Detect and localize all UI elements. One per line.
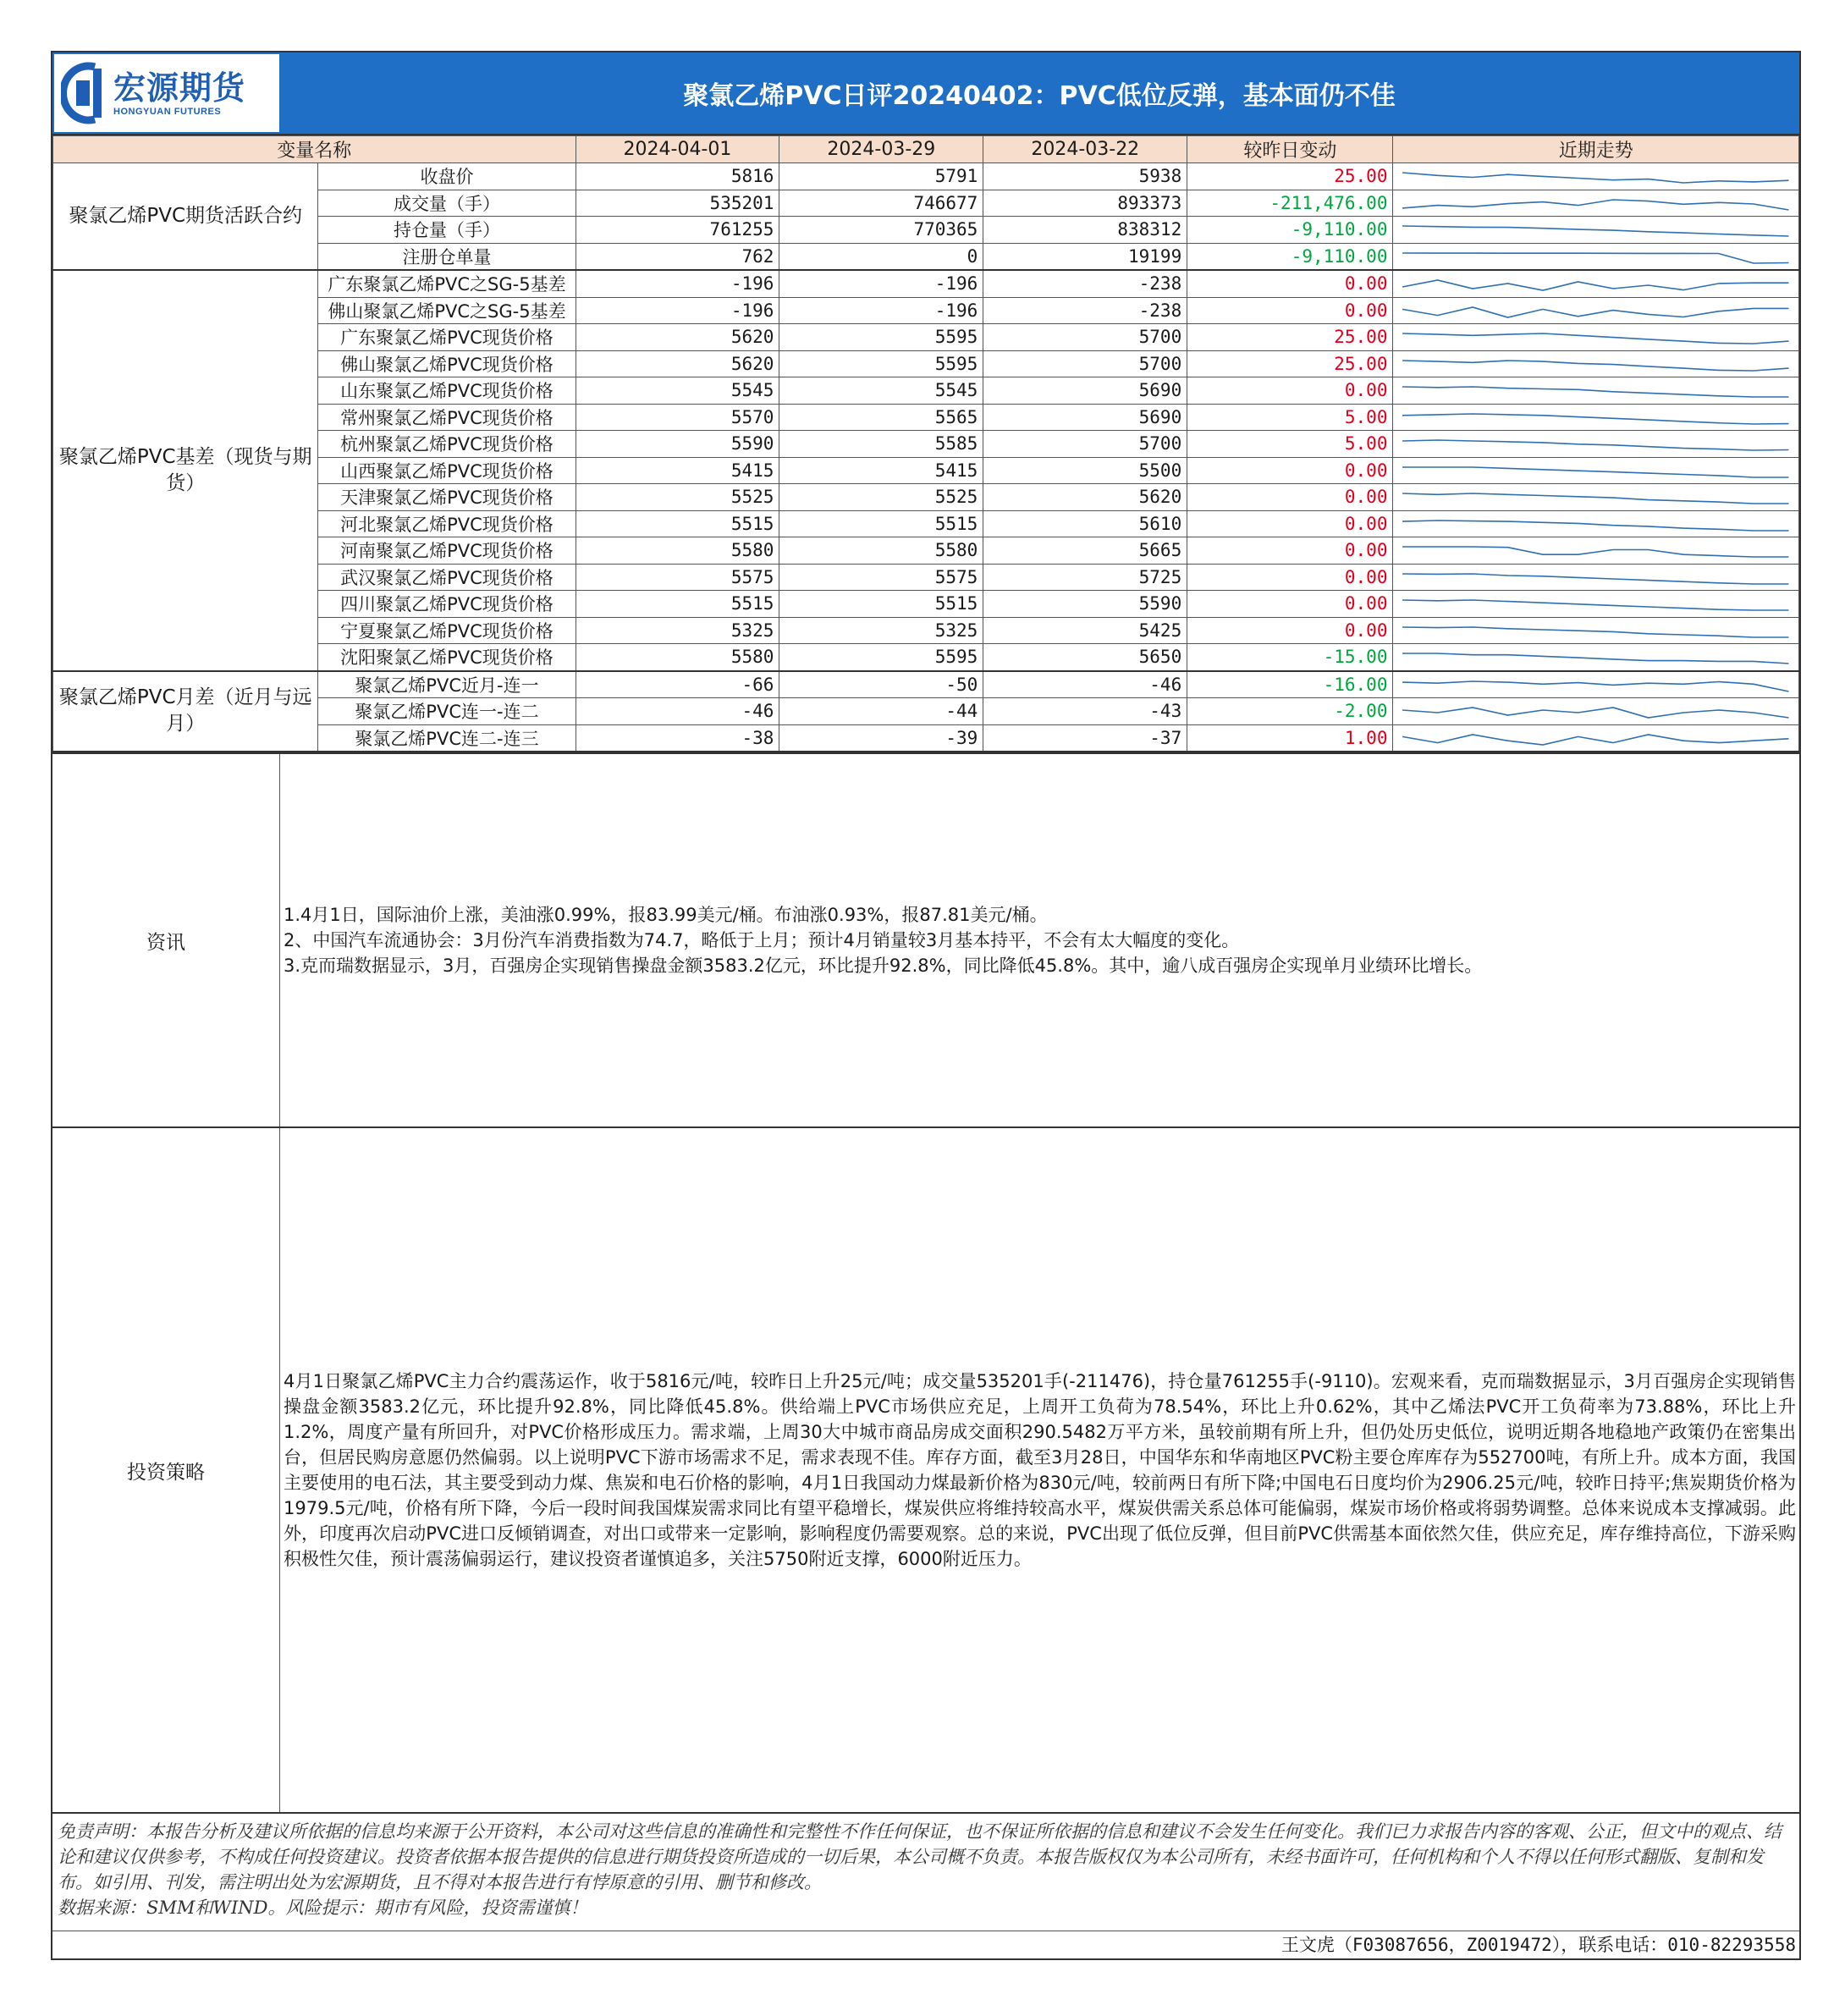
value-cell: -39 bbox=[779, 724, 983, 752]
variable-name: 四川聚氯乙烯PVC现货价格 bbox=[318, 591, 576, 618]
variable-name: 注册仓单量 bbox=[318, 243, 576, 270]
value-cell: 893373 bbox=[983, 190, 1187, 217]
value-cell: 5700 bbox=[983, 324, 1187, 351]
trend-sparkline bbox=[1393, 190, 1799, 217]
change-cell: 0.00 bbox=[1187, 564, 1393, 591]
sparkline-series bbox=[1403, 600, 1789, 610]
value-cell: 5700 bbox=[983, 431, 1187, 458]
value-cell: 5620 bbox=[983, 484, 1187, 511]
report-title: 聚氯乙烯PVC日评20240402：PVC低位反弹，基本面仍不佳 bbox=[683, 81, 1396, 111]
table-header-row bbox=[53, 136, 1799, 163]
trend-sparkline bbox=[1393, 591, 1799, 618]
variable-name: 常州聚氯乙烯PVC现货价格 bbox=[318, 404, 576, 431]
column-header: 2024-03-29 bbox=[779, 136, 983, 163]
change-cell: 0.00 bbox=[1187, 484, 1393, 511]
column-header: 2024-03-22 bbox=[983, 136, 1187, 163]
value-cell: 5700 bbox=[983, 350, 1187, 377]
value-cell: -46 bbox=[983, 671, 1187, 698]
value-cell: 5515 bbox=[576, 591, 779, 618]
news-label: 资讯 bbox=[52, 754, 280, 1126]
disclaimer bbox=[52, 1812, 1799, 1931]
value-cell: -37 bbox=[983, 724, 1187, 752]
strategy-label: 投资策略 bbox=[52, 1128, 280, 1812]
table-row bbox=[53, 671, 1799, 698]
variable-name: 聚氯乙烯PVC近月-连一 bbox=[318, 671, 576, 698]
value-cell: -66 bbox=[576, 671, 779, 698]
value-cell: 5545 bbox=[779, 377, 983, 405]
trend-sparkline bbox=[1393, 644, 1799, 671]
trend-sparkline bbox=[1393, 217, 1799, 244]
report-header bbox=[52, 52, 1799, 135]
change-cell: 0.00 bbox=[1187, 591, 1393, 618]
change-cell: 1.00 bbox=[1187, 724, 1393, 752]
trend-sparkline bbox=[1393, 698, 1799, 725]
sparkline-series bbox=[1403, 200, 1789, 210]
change-cell: 0.00 bbox=[1187, 537, 1393, 565]
value-cell: 761255 bbox=[576, 217, 779, 244]
value-cell: 5585 bbox=[779, 431, 983, 458]
value-cell: -238 bbox=[983, 297, 1187, 324]
trend-sparkline bbox=[1393, 297, 1799, 324]
value-cell: 5515 bbox=[779, 591, 983, 618]
data-table bbox=[52, 135, 1799, 752]
column-header: 近期走势 bbox=[1393, 136, 1799, 163]
sparkline-series bbox=[1403, 735, 1789, 745]
value-cell: 5415 bbox=[576, 457, 779, 484]
change-cell: -2.00 bbox=[1187, 698, 1393, 725]
sparkline-series bbox=[1403, 361, 1789, 371]
analyst-contact: 王文虎（F03087656，Z0019472），联系电话：010-82293558 bbox=[52, 1931, 1799, 1958]
value-cell: 5425 bbox=[983, 617, 1187, 644]
value-cell: 5650 bbox=[983, 644, 1187, 671]
group-label: 聚氯乙烯PVC月差（近月与远月） bbox=[53, 671, 318, 752]
variable-name: 广东聚氯乙烯PVC之SG-5基差 bbox=[318, 270, 576, 297]
variable-name: 武汉聚氯乙烯PVC现货价格 bbox=[318, 564, 576, 591]
trend-sparkline bbox=[1393, 671, 1799, 698]
value-cell: 762 bbox=[576, 243, 779, 270]
value-cell: -38 bbox=[576, 724, 779, 752]
value-cell: 5545 bbox=[576, 377, 779, 405]
value-cell: 5515 bbox=[779, 510, 983, 537]
logo-english-name: HONGYUAN FUTURES bbox=[113, 107, 222, 117]
column-header: 较昨日变动 bbox=[1187, 136, 1393, 163]
sparkline-series bbox=[1403, 307, 1789, 317]
value-cell: 770365 bbox=[779, 217, 983, 244]
group-label: 聚氯乙烯PVC基差（现货与期货） bbox=[53, 270, 318, 671]
value-cell: 5415 bbox=[779, 457, 983, 484]
sparkline-series bbox=[1403, 387, 1789, 397]
sparkline-series bbox=[1403, 173, 1789, 183]
sparkline-series bbox=[1403, 440, 1789, 450]
trend-sparkline bbox=[1393, 617, 1799, 644]
variable-name: 山东聚氯乙烯PVC现货价格 bbox=[318, 377, 576, 405]
news-section bbox=[52, 752, 1799, 1126]
value-cell: 5595 bbox=[779, 324, 983, 351]
group-label: 聚氯乙烯PVC期货活跃合约 bbox=[53, 163, 318, 271]
trend-sparkline bbox=[1393, 350, 1799, 377]
company-logo bbox=[54, 54, 279, 132]
news-item: 3.克而瑞数据显示，3月，百强房企实现销售操盘金额3583.2亿元，环比提升92.8%，同比降低45.8%。其中，逾八成百强房企实现单月业绩环比增长。 bbox=[284, 956, 1483, 976]
column-header: 2024-04-01 bbox=[576, 136, 779, 163]
report-sheet bbox=[51, 51, 1801, 1960]
variable-name: 聚氯乙烯PVC连二-连三 bbox=[318, 724, 576, 752]
change-cell: -16.00 bbox=[1187, 671, 1393, 698]
variable-name: 佛山聚氯乙烯PVC现货价格 bbox=[318, 350, 576, 377]
sparkline-series bbox=[1403, 681, 1789, 691]
value-cell: 5500 bbox=[983, 457, 1187, 484]
value-cell: 5791 bbox=[779, 163, 983, 190]
change-cell: 25.00 bbox=[1187, 324, 1393, 351]
value-cell: 5575 bbox=[576, 564, 779, 591]
value-cell: 5580 bbox=[576, 537, 779, 565]
table-row bbox=[53, 163, 1799, 190]
trend-sparkline bbox=[1393, 431, 1799, 458]
table-row bbox=[53, 270, 1799, 297]
change-cell: 5.00 bbox=[1187, 431, 1393, 458]
change-cell: -15.00 bbox=[1187, 644, 1393, 671]
value-cell: 5595 bbox=[779, 350, 983, 377]
change-cell: 0.00 bbox=[1187, 457, 1393, 484]
value-cell: 5580 bbox=[576, 644, 779, 671]
variable-name: 广东聚氯乙烯PVC现货价格 bbox=[318, 324, 576, 351]
variable-name: 聚氯乙烯PVC连一-连二 bbox=[318, 698, 576, 725]
sparkline-series bbox=[1403, 493, 1789, 504]
trend-sparkline bbox=[1393, 537, 1799, 565]
value-cell: 5325 bbox=[779, 617, 983, 644]
value-cell: 5690 bbox=[983, 404, 1187, 431]
news-item: 2、中国汽车流通协会：3月份汽车消费指数为74.7，略低于上月；预计4月销量较3月基本持平，不会有太大幅度的变化。 bbox=[284, 930, 1240, 950]
value-cell: 5620 bbox=[576, 324, 779, 351]
value-cell: -196 bbox=[576, 297, 779, 324]
value-cell: 5570 bbox=[576, 404, 779, 431]
value-cell: 535201 bbox=[576, 190, 779, 217]
value-cell: -238 bbox=[983, 270, 1187, 297]
variable-name: 天津聚氯乙烯PVC现货价格 bbox=[318, 484, 576, 511]
trend-sparkline bbox=[1393, 510, 1799, 537]
value-cell: 19199 bbox=[983, 243, 1187, 270]
trend-sparkline bbox=[1393, 564, 1799, 591]
value-cell: 5725 bbox=[983, 564, 1187, 591]
value-cell: 5595 bbox=[779, 644, 983, 671]
value-cell: 5590 bbox=[576, 431, 779, 458]
variable-name: 杭州聚氯乙烯PVC现货价格 bbox=[318, 431, 576, 458]
variable-name: 河南聚氯乙烯PVC现货价格 bbox=[318, 537, 576, 565]
value-cell: 0 bbox=[779, 243, 983, 270]
variable-name: 宁夏聚氯乙烯PVC现货价格 bbox=[318, 617, 576, 644]
change-cell: 0.00 bbox=[1187, 297, 1393, 324]
sparkline-series bbox=[1403, 414, 1789, 424]
value-cell: 5525 bbox=[779, 484, 983, 511]
sparkline-series bbox=[1403, 333, 1789, 344]
variable-name: 河北聚氯乙烯PVC现货价格 bbox=[318, 510, 576, 537]
change-cell: 0.00 bbox=[1187, 510, 1393, 537]
value-cell: 5515 bbox=[576, 510, 779, 537]
value-cell: 5580 bbox=[779, 537, 983, 565]
change-cell: -211,476.00 bbox=[1187, 190, 1393, 217]
value-cell: 5620 bbox=[576, 350, 779, 377]
value-cell: -44 bbox=[779, 698, 983, 725]
change-cell: 0.00 bbox=[1187, 377, 1393, 405]
trend-sparkline bbox=[1393, 377, 1799, 405]
sparkline-series bbox=[1403, 521, 1789, 531]
value-cell: 5816 bbox=[576, 163, 779, 190]
trend-sparkline bbox=[1393, 724, 1799, 752]
sparkline-series bbox=[1403, 708, 1789, 718]
sparkline-series bbox=[1403, 467, 1789, 477]
strategy-content: 4月1日聚氯乙烯PVC主力合约震荡运作，收于5816元/吨，较昨日上升25元/吨；成交量535201手(-211476)，持仓量761255手(-9110)。宏观来看，克而瑞数据显示，3月百强房企实现销售操盘金额3583.2亿元，环比提升92.8%，同比降低45.8%。供给端上PVC市场供应充足，上周开工负荷为78.54%，环比上升0.62%，其中乙烯法PVC开工负荷率为73.88%，环比上升1.2%，周度产量有所回升，对PVC价格形成压力。需求端，上周30大中城市商品房成交面积290.5482万平方米，虽较前期有所上升，但仍处历史低位，说明近期各地稳地产政策仍在密集出台，但居民购房意愿仍然偏弱。以上说明PVC下游市场需求不足，需求表现不佳。库存方面，截至3月28日，中国华东和华南地区PVC粉主要仓库库存为552700吨，有所上升。成本方面，我国主要使用的电石法，其主要受到动力煤、焦炭和电石价格的影响，4月1日我国动力煤最新价格为830元/吨，较前两日有所下降;中国电石日度均价为2906.25元/吨，较昨日持平;焦炭期货价格为1979.5元/吨，价格有所下降，今后一段时间我国煤炭需求同比有望平稳增长，煤炭供应将维持较高水平，煤炭供需关系总体可能偏弱，煤炭市场价格或将弱势调整。总体来说成本支撑减弱。此外，印度再次启动PVC进口反倾销调查，对出口或带来一定影响，影响程度仍需要观察。总的来说，PVC出现了低位反弹，但目前PVC供需基本面依然欠佳，供应充足，库存维持高位，下游采购积极性欠佳，预计震荡偏弱运行，建议投资者谨慎追多，关注5750附近支撑，6000附近压力。 bbox=[284, 1371, 1796, 1569]
strategy-section bbox=[52, 1126, 1799, 1812]
change-cell: 0.00 bbox=[1187, 270, 1393, 297]
trend-sparkline bbox=[1393, 243, 1799, 270]
trend-sparkline bbox=[1393, 324, 1799, 351]
change-cell: 25.00 bbox=[1187, 350, 1393, 377]
value-cell: 5575 bbox=[779, 564, 983, 591]
change-cell: -9,110.00 bbox=[1187, 243, 1393, 270]
news-item: 1.4月1日，国际油价上涨，美油涨0.99%，报83.99美元/桶。布油涨0.93%，报87.81美元/桶。 bbox=[284, 905, 1048, 925]
value-cell: -196 bbox=[576, 270, 779, 297]
column-header: 变量名称 bbox=[53, 136, 576, 163]
sparkline-series bbox=[1403, 280, 1789, 290]
data-source-note: 数据来源：SMM和WIND。风险提示：期市有风险，投资需谨慎！ bbox=[58, 1898, 588, 1918]
change-cell: 5.00 bbox=[1187, 404, 1393, 431]
change-cell: 25.00 bbox=[1187, 163, 1393, 190]
value-cell: -46 bbox=[576, 698, 779, 725]
sparkline-series bbox=[1403, 547, 1789, 557]
value-cell: 5690 bbox=[983, 377, 1187, 405]
value-cell: -196 bbox=[779, 270, 983, 297]
change-cell: -9,110.00 bbox=[1187, 217, 1393, 244]
news-content bbox=[280, 754, 1799, 1126]
value-cell: -50 bbox=[779, 671, 983, 698]
logo-chinese-name: 宏源期货 bbox=[113, 69, 246, 107]
trend-sparkline bbox=[1393, 404, 1799, 431]
variable-name: 佛山聚氯乙烯PVC之SG-5基差 bbox=[318, 297, 576, 324]
trend-sparkline bbox=[1393, 484, 1799, 511]
value-cell: 838312 bbox=[983, 217, 1187, 244]
sparkline-series bbox=[1403, 574, 1789, 584]
value-cell: 5325 bbox=[576, 617, 779, 644]
value-cell: -43 bbox=[983, 698, 1187, 725]
sparkline-series bbox=[1403, 226, 1789, 236]
variable-name: 持仓量（手） bbox=[318, 217, 576, 244]
value-cell: 5525 bbox=[576, 484, 779, 511]
trend-sparkline bbox=[1393, 163, 1799, 190]
value-cell: 5610 bbox=[983, 510, 1187, 537]
trend-sparkline bbox=[1393, 457, 1799, 484]
change-cell: 0.00 bbox=[1187, 617, 1393, 644]
value-cell: 746677 bbox=[779, 190, 983, 217]
variable-name: 沈阳聚氯乙烯PVC现货价格 bbox=[318, 644, 576, 671]
sparkline-series bbox=[1403, 653, 1789, 664]
trend-sparkline bbox=[1393, 270, 1799, 297]
value-cell: 5590 bbox=[983, 591, 1187, 618]
sparkline-series bbox=[1403, 627, 1789, 637]
value-cell: 5938 bbox=[983, 163, 1187, 190]
variable-name: 收盘价 bbox=[318, 163, 576, 190]
logo-mark-icon bbox=[61, 62, 107, 124]
value-cell: -196 bbox=[779, 297, 983, 324]
variable-name: 山西聚氯乙烯PVC现货价格 bbox=[318, 457, 576, 484]
value-cell: 5565 bbox=[779, 404, 983, 431]
variable-name: 成交量（手） bbox=[318, 190, 576, 217]
sparkline-series bbox=[1403, 253, 1789, 263]
disclaimer-text: 免责声明：本报告分析及建议所依据的信息均来源于公开资料，本公司对这些信息的准确性和完整性不作任何保证，也不保证所依据的信息和建议不会发生任何变化。我们已力求报告内容的客观、公正，但文中的观点、结论和建议仅供参考，不构成任何投资建议。投资者依据本报告提供的信息进行期货投资所造成的一切后果，本公司概不负责。本报告版权仅为本公司所有，未经书面许可，任何机构和个人不得以任何形式翻版、复制和发布。如引用、刊发，需注明出处为宏源期货，且不得对本报告进行有悖原意的引用、删节和修改。 bbox=[58, 1821, 1782, 1892]
value-cell: 5665 bbox=[983, 537, 1187, 565]
